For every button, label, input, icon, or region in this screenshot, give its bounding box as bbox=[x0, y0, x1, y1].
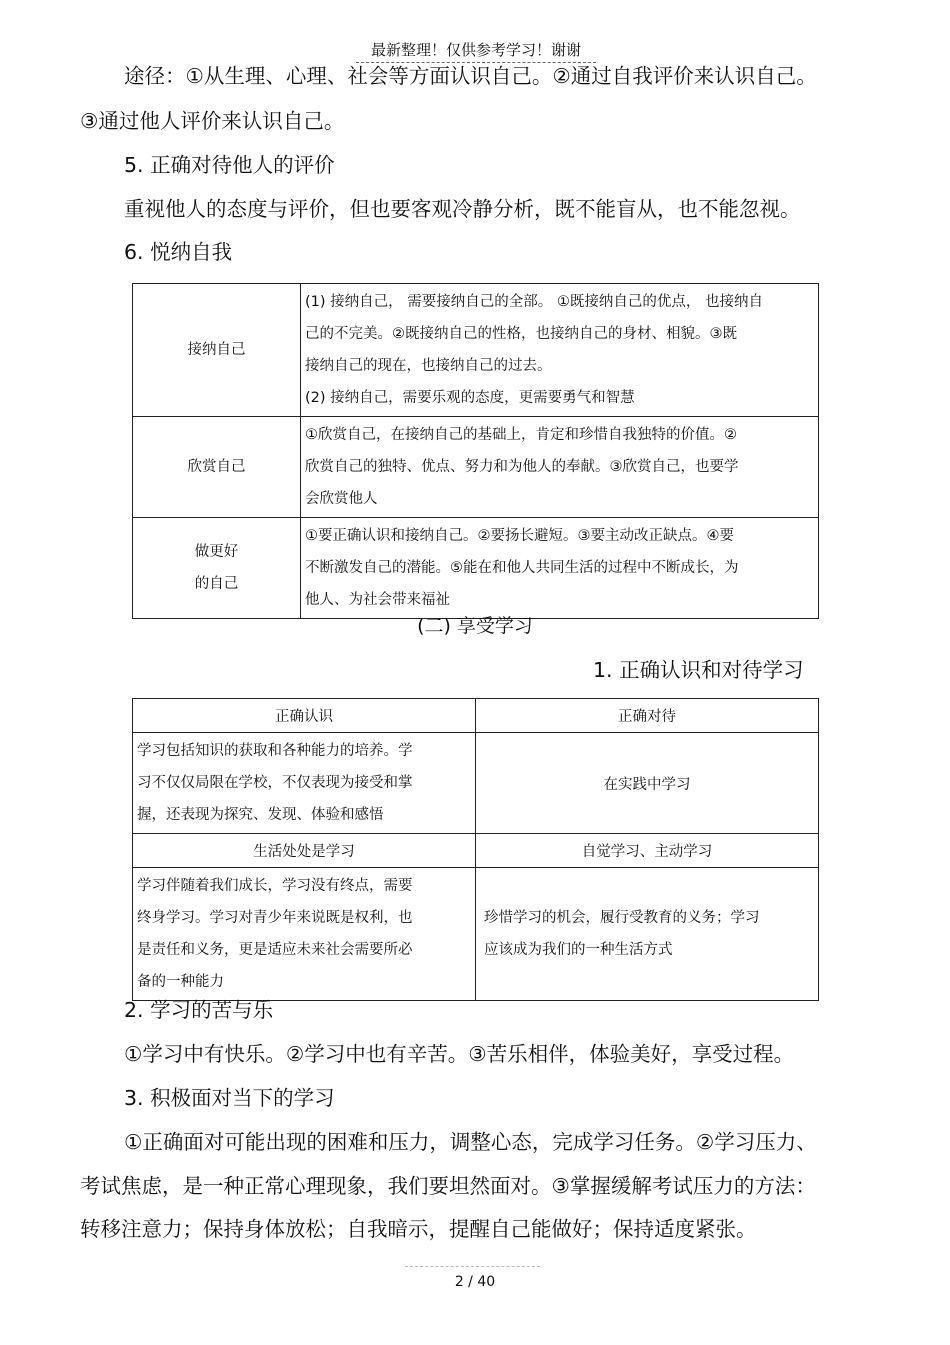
text-line: 途径：①从生理、心理、社会等方面认识自己。②通过自我评价来认识自己。 bbox=[124, 64, 817, 88]
row-label bbox=[133, 417, 301, 518]
cell-line: 握，还表现为探究、发现、体验和感悟 bbox=[137, 807, 384, 823]
row-content-line: ①要正确认识和接纳自己。②要扬长避短。③要主动改正缺点。④要 bbox=[305, 528, 734, 544]
row-label-line: 接纳自己 bbox=[187, 342, 246, 358]
row-content bbox=[301, 284, 819, 417]
row-content bbox=[301, 518, 819, 619]
row-content bbox=[301, 417, 819, 518]
table-cell bbox=[476, 868, 819, 1001]
cell-line: 应该成为我们的一种生活方式 bbox=[484, 942, 673, 958]
cell-line: 备的一种能力 bbox=[137, 974, 224, 990]
text-line: ③通过他人评价来认识自己。 bbox=[80, 109, 345, 133]
row-label-line: 做更好 bbox=[194, 544, 239, 560]
table-cell bbox=[133, 733, 476, 834]
row-content-line: 他人、为社会带来福祉 bbox=[305, 592, 450, 608]
text-line: 转移注意力；保持身体放松；自我暗示，提醒自己能做好；保持适度紧张。 bbox=[80, 1217, 757, 1241]
section-heading: 5. 正确对待他人的评价 bbox=[124, 153, 335, 177]
row-content-line: (1) 接纳自己， 需要接纳自己的全部。 ①既接纳自己的优点， 也接纳自 bbox=[305, 294, 763, 310]
row-content-line: 会欣赏他人 bbox=[305, 491, 378, 507]
section-heading: 1. 正确认识和对待学习 bbox=[593, 658, 804, 682]
row-content-line: 欣赏自己的独特、优点、努力和为他人的奉献。③欣赏自己，也要学 bbox=[305, 459, 739, 475]
learning-table bbox=[132, 698, 819, 1001]
table-cell: 在实践中学习 bbox=[476, 733, 819, 834]
section-title: (二) 享受学习 bbox=[417, 615, 533, 637]
table-header-row bbox=[133, 699, 819, 733]
table-cell: 生活处处是学习 bbox=[133, 834, 476, 868]
row-label bbox=[133, 284, 301, 417]
footer-divider bbox=[405, 1266, 540, 1267]
table-row bbox=[133, 518, 819, 619]
cell-line: 习不仅仅局限在学校，不仅表现为接受和掌 bbox=[137, 775, 413, 791]
page-number: 2 / 40 bbox=[454, 1274, 496, 1290]
row-content-line: (2) 接纳自己，需要乐观的态度，更需要勇气和智慧 bbox=[305, 390, 635, 406]
table-row bbox=[133, 733, 819, 834]
text-line: 重视他人的态度与评价，但也要客观冷静分析，既不能盲从，也不能忽视。 bbox=[124, 197, 801, 221]
section-heading: 6. 悦纳自我 bbox=[124, 240, 233, 264]
self-acceptance-table bbox=[132, 283, 819, 619]
row-label-line: 的自己 bbox=[194, 576, 239, 592]
column-header: 正确认识 bbox=[133, 699, 476, 733]
row-content-line: 不断激发自己的潜能。⑤能在和他人共同生活的过程中不断成长，为 bbox=[305, 560, 739, 576]
cell-line: 终身学习。学习对青少年来说既是权利，也 bbox=[137, 910, 413, 926]
row-content-line: 接纳自己的现在，也接纳自己的过去。 bbox=[305, 358, 552, 374]
column-header: 正确对待 bbox=[476, 699, 819, 733]
text-line: ①学习中有快乐。②学习中也有辛苦。③苦乐相伴，体验美好，享受过程。 bbox=[124, 1042, 795, 1066]
cell-line: 是责任和义务，更是适应未来社会需要所必 bbox=[137, 942, 413, 958]
table-row bbox=[133, 417, 819, 518]
row-content-line: 己的不完美。②既接纳自己的性格，也接纳自己的身材、相貌。③既 bbox=[305, 326, 737, 342]
table-row bbox=[133, 834, 819, 868]
table-row bbox=[133, 284, 819, 417]
row-content-line: ①欣赏自己，在接纳自己的基础上，肯定和珍惜自我独特的价值。② bbox=[305, 427, 737, 443]
cell-line: 学习包括知识的获取和各种能力的培养。学 bbox=[137, 743, 413, 759]
cell-line: 珍惜学习的机会，履行受教育的义务；学习 bbox=[484, 910, 760, 926]
page-header-note: 最新整理！仅供参考学习！谢谢 bbox=[356, 40, 596, 63]
table-row bbox=[133, 868, 819, 1001]
text-line: 考试焦虑，是一种正常心理现象，我们要坦然面对。③掌握缓解考试压力的方法： bbox=[80, 1174, 816, 1198]
section-heading: 3. 积极面对当下的学习 bbox=[124, 1086, 335, 1110]
row-label bbox=[133, 518, 301, 619]
cell-line: 学习伴随着我们成长，学习没有终点，需要 bbox=[137, 878, 413, 894]
table-cell bbox=[133, 868, 476, 1001]
section-heading: 2. 学习的苦与乐 bbox=[124, 998, 274, 1022]
table-cell: 自觉学习、主动学习 bbox=[476, 834, 819, 868]
text-line: ①正确面对可能出现的困难和压力，调整心态，完成学习任务。②学习压力、 bbox=[124, 1130, 817, 1154]
row-label-line: 欣赏自己 bbox=[187, 459, 246, 475]
